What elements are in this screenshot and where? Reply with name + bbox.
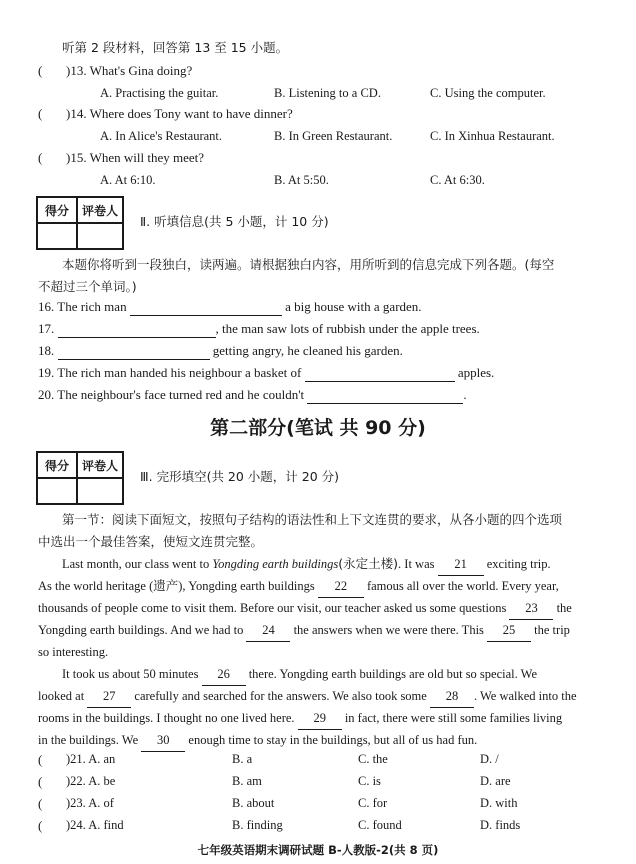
- q13-option-b: B. Listening to a CD.: [274, 86, 381, 100]
- answer-paren[interactable]: (: [38, 752, 43, 767]
- score-cell[interactable]: [37, 223, 77, 249]
- q21-option-d: D. /: [480, 752, 499, 766]
- passage-text: Last month, our class went to: [62, 557, 213, 571]
- score-label: 得分: [37, 452, 77, 478]
- fill-20-prefix: 20. The neighbour's face turned red and he couldn't: [38, 387, 305, 402]
- passage-cn: (永定土楼): [338, 556, 399, 571]
- section3-title: Ⅲ. 完形填空(共 20 小题，计 20 分): [140, 469, 340, 484]
- section3-instruction-line2: 中选出一个最佳答案，使短文连贯完整。: [38, 534, 264, 549]
- question-15: )15. When will they meet?: [66, 150, 205, 165]
- passage-line: [38, 575, 598, 598]
- answer-paren[interactable]: (: [38, 106, 43, 121]
- fill-19-blank[interactable]: [305, 365, 455, 382]
- passage-text: in the buildings. We: [38, 733, 139, 747]
- answer-paren[interactable]: (: [38, 818, 43, 833]
- passage-text: Yongding earth buildings. And we had to: [38, 623, 244, 637]
- fill-item-20: [38, 387, 467, 404]
- q23-option-d: D. with: [480, 796, 518, 810]
- passage-text: there. Yongding earth buildings are old but so special. We: [248, 667, 538, 681]
- answer-paren[interactable]: (: [38, 63, 43, 78]
- q21-option-c: C. the: [358, 752, 388, 766]
- q24-option-b: B. finding: [232, 818, 283, 832]
- q21-option-a: )21. A. an: [66, 752, 116, 766]
- passage-text: so interesting.: [38, 645, 109, 659]
- passage-text: the answers when we were there. This: [293, 623, 484, 637]
- answer-paren[interactable]: (: [38, 774, 43, 789]
- passage-italic: Yongding earth buildings: [212, 557, 339, 571]
- fill-20-suffix: .: [463, 387, 467, 402]
- q14-option-b: B. In Green Restaurant.: [274, 129, 393, 143]
- grader-cell[interactable]: [77, 223, 123, 249]
- passage-line: [38, 707, 598, 730]
- listening-part2-intro: 听第 2 段材料，回答第 13 至 15 小题。: [62, 40, 289, 55]
- passage-text: the: [556, 601, 572, 615]
- score-label: 得分: [37, 197, 77, 223]
- grader-label: 评卷人: [77, 452, 123, 478]
- fill-18-blank[interactable]: [58, 343, 210, 360]
- part2-title: 第二部分(笔试 共 90 分): [210, 417, 426, 439]
- passage-text: carefully and searched for the answers. We also took some: [134, 689, 427, 703]
- fill-16-blank[interactable]: [130, 299, 282, 316]
- passage-line: [38, 685, 598, 708]
- q22-option-c: C. is: [358, 774, 381, 788]
- fill-19-prefix: 19. The rich man handed his neighbour a basket of: [38, 365, 302, 380]
- blank-23[interactable]: 23: [509, 597, 553, 620]
- q14-option-a: A. In Alice's Restaurant.: [100, 129, 223, 143]
- q21-option-b: B. a: [232, 752, 253, 766]
- section2-title: Ⅱ. 听填信息(共 5 小题，计 10 分): [140, 214, 329, 229]
- passage-text: . We walked into the: [473, 689, 577, 703]
- q23-option-a: )23. A. of: [66, 796, 114, 810]
- fill-20-blank[interactable]: [307, 387, 463, 404]
- q13-option-c: C. Using the computer.: [430, 86, 546, 100]
- score-cell[interactable]: [37, 478, 77, 504]
- blank-29[interactable]: 29: [298, 707, 342, 730]
- grader-cell[interactable]: [77, 478, 123, 504]
- q15-option-c: C. At 6:30.: [430, 173, 485, 187]
- blank-28[interactable]: 28: [430, 685, 474, 708]
- grader-label: 评卷人: [77, 197, 123, 223]
- q22-option-d: D. are: [480, 774, 511, 788]
- q22-option-b: B. am: [232, 774, 262, 788]
- blank-24[interactable]: 24: [246, 619, 290, 642]
- q15-option-a: A. At 6:10.: [100, 173, 156, 187]
- passage-text: enough time to stay in the buildings, but all of us had fun.: [188, 733, 478, 747]
- blank-25[interactable]: 25: [487, 619, 531, 642]
- blank-27[interactable]: 27: [87, 685, 131, 708]
- passage-line: [38, 729, 598, 752]
- answer-paren[interactable]: (: [38, 150, 43, 165]
- q23-option-c: C. for: [358, 796, 388, 810]
- fill-item-19: [38, 365, 494, 382]
- fill-17-blank[interactable]: [58, 321, 216, 338]
- passage-text: exciting trip.: [486, 557, 551, 571]
- question-13: )13. What's Gina doing?: [66, 63, 193, 78]
- q15-option-b: B. At 5:50.: [274, 173, 329, 187]
- passage-text: famous all over the world. Every year,: [366, 579, 559, 593]
- passage-text: in fact, there were still some families living: [344, 711, 563, 725]
- passage-line: [38, 619, 598, 642]
- passage-text: rooms in the buildings. I thought no one lived here.: [38, 711, 295, 725]
- q23-option-b: B. about: [232, 796, 275, 810]
- fill-18-prefix: 18.: [38, 343, 55, 358]
- question-14: )14. Where does Tony want to have dinner?: [66, 106, 293, 121]
- q22-option-a: )22. A. be: [66, 774, 116, 788]
- score-box: [36, 451, 124, 505]
- q24-option-a: )24. A. find: [66, 818, 124, 832]
- fill-16-suffix: a big house with a garden.: [285, 299, 422, 314]
- fill-item-18: [38, 343, 403, 360]
- passage-line: [38, 641, 598, 663]
- passage-text: the trip: [534, 623, 570, 637]
- fill-17-prefix: 17.: [38, 321, 55, 336]
- page-footer: 七年级英语期末调研试题 B-人教版-2(共 8 页): [197, 843, 439, 857]
- passage-line: [62, 553, 622, 576]
- passage-text: looked at: [38, 689, 85, 703]
- passage-text: . It was: [398, 557, 435, 571]
- fill-17-suffix: , the man saw lots of rubbish under the apple trees.: [215, 321, 480, 336]
- fill-item-17: [38, 321, 480, 338]
- fill-18-suffix: getting angry, he cleaned his garden.: [212, 343, 403, 358]
- blank-21[interactable]: 21: [438, 553, 484, 576]
- passage-line: [38, 597, 598, 620]
- section3-instruction-line1: 第一节：阅读下面短文，按照句子结构的语法性和上下文连贯的要求，从各小题的四个选项: [62, 512, 563, 527]
- passage-text: thousands of people come to visit them. Before our visit, our teacher asked us some questions: [38, 601, 507, 615]
- q14-option-c: C. In Xinhua Restaurant.: [430, 129, 555, 143]
- blank-22[interactable]: 22: [318, 575, 364, 598]
- q24-option-c: C. found: [358, 818, 402, 832]
- fill-19-suffix: apples.: [457, 365, 495, 380]
- q24-option-d: D. finds: [480, 818, 521, 832]
- score-box: [36, 196, 124, 250]
- fill-16-prefix: 16. The rich man: [38, 299, 127, 314]
- q13-option-a: A. Practising the guitar.: [100, 86, 219, 100]
- blank-30[interactable]: 30: [141, 729, 185, 752]
- answer-paren[interactable]: (: [38, 796, 43, 811]
- passage-text: It took us about 50 minutes: [62, 667, 199, 681]
- section2-instruction-line1: 本题你将听到一段独白，读两遍。请根据独白内容，用所听到的信息完成下列各题。(每空: [62, 257, 555, 272]
- blank-26[interactable]: 26: [202, 663, 246, 686]
- section2-instruction-line2: 不超过三个单词。): [38, 279, 137, 294]
- fill-item-16: [38, 299, 422, 316]
- passage-line: [62, 663, 622, 686]
- passage-text: As the world heritage (遗产), Yongding earth buildings: [38, 579, 315, 593]
